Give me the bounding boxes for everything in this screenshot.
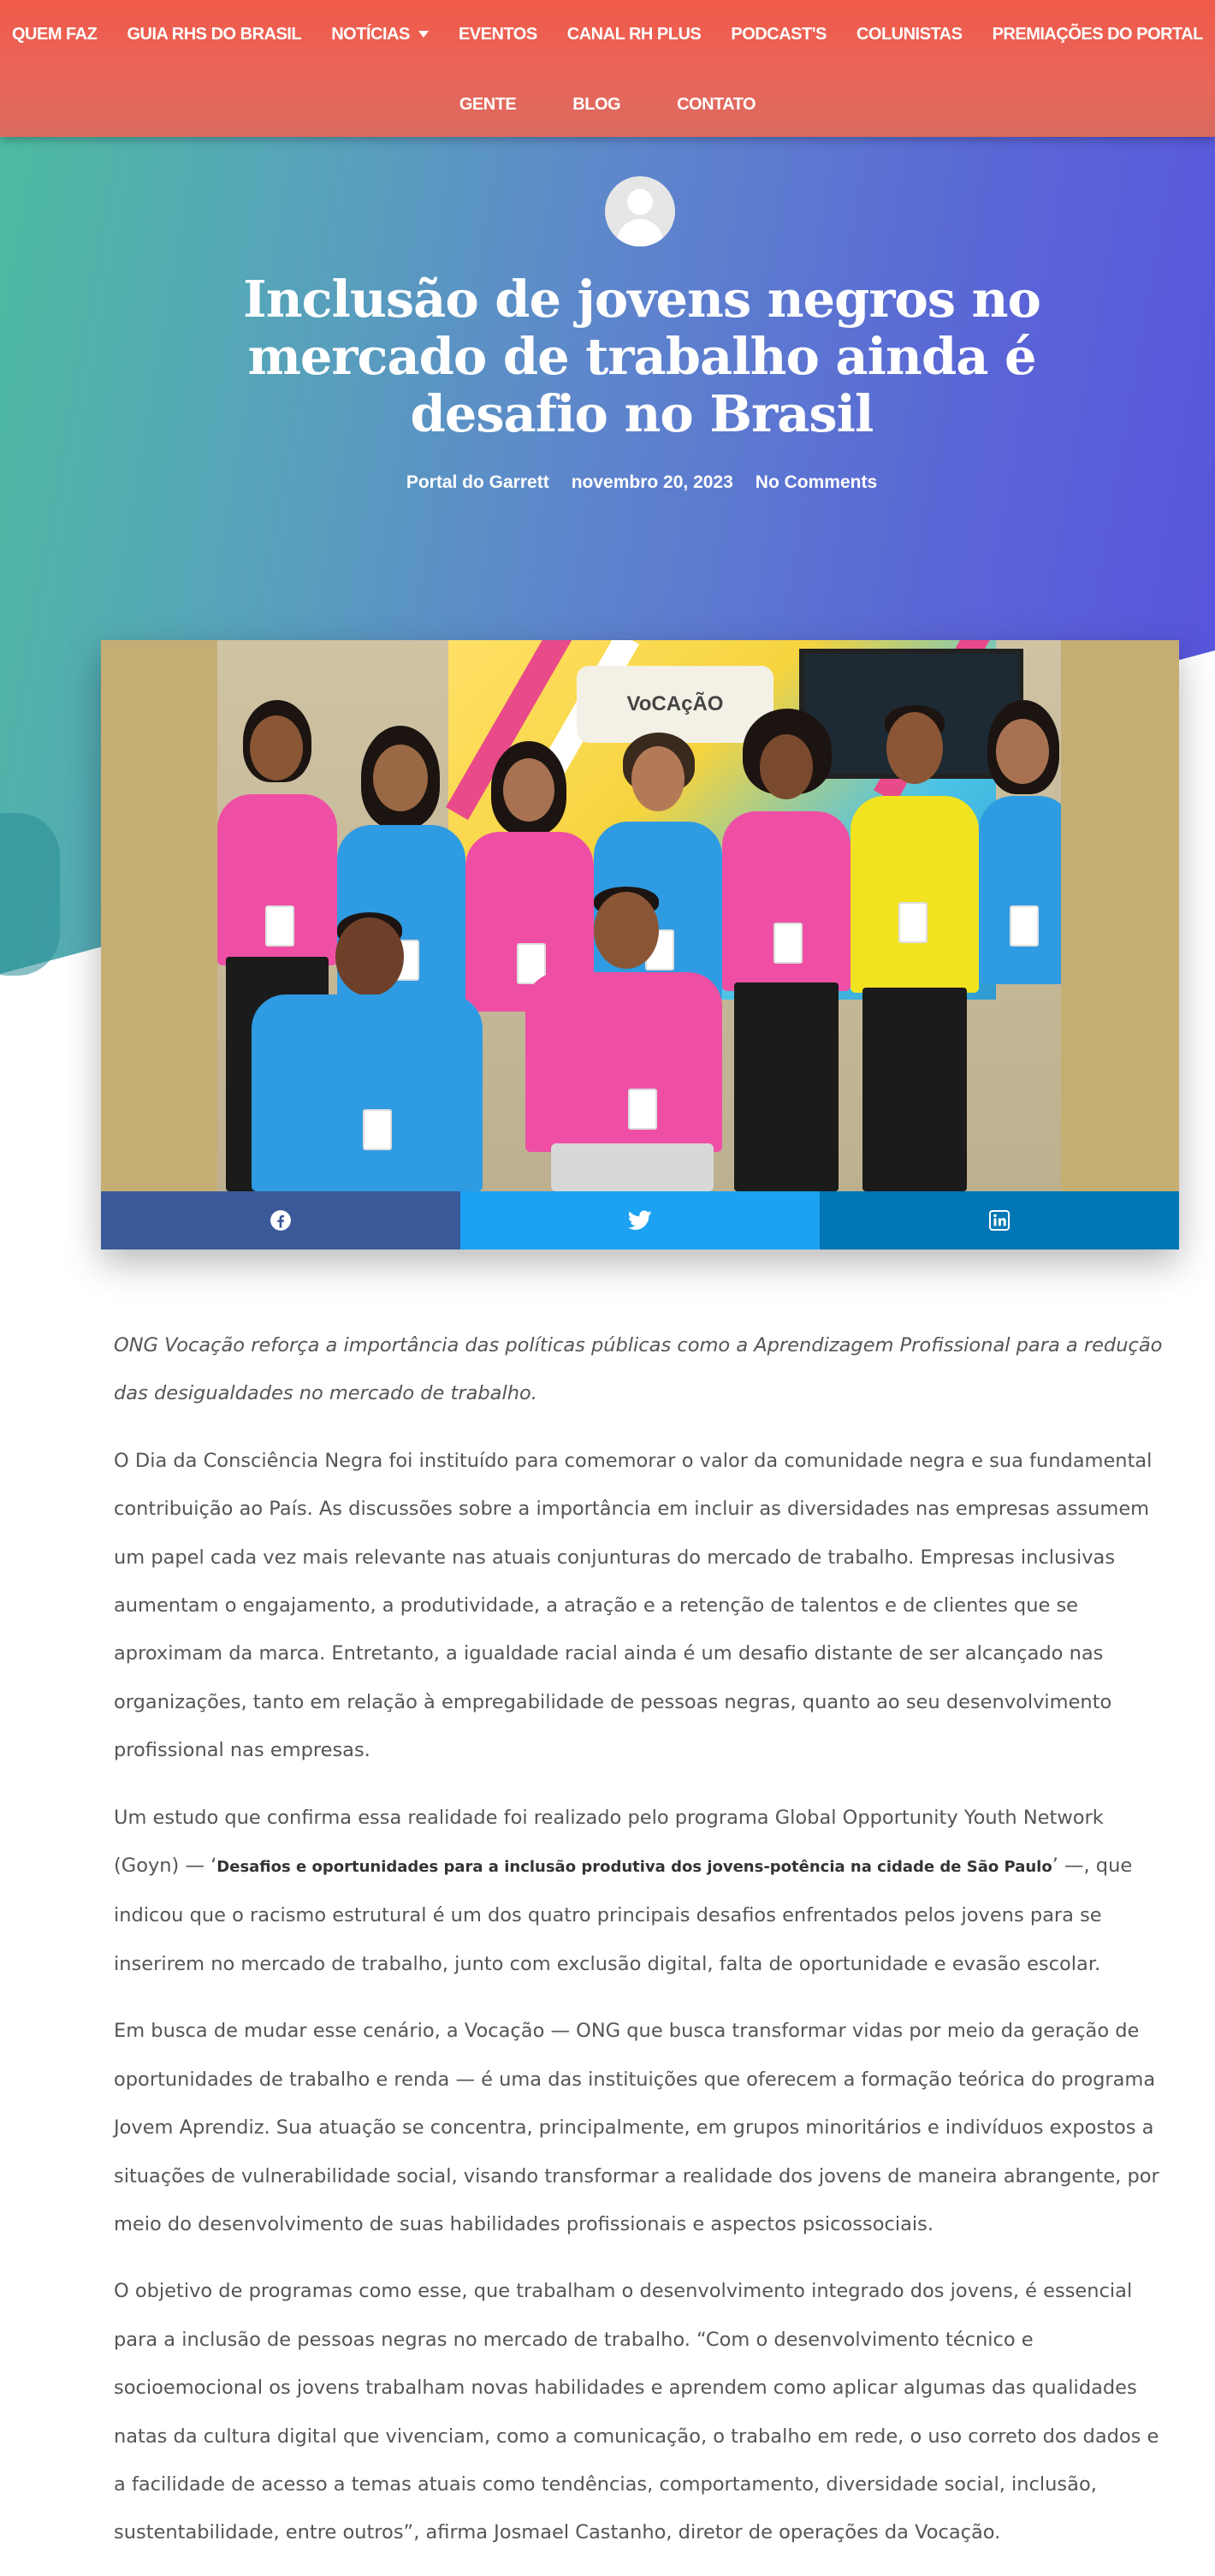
post-meta [0,472,1215,493]
article-paragraph: Em busca de mudar esse cenário, a Vocação — ONG que busca transformar vidas por meio da geração de oportunidades de trabalho e renda — é uma das instituições que oferecem a formação teórica do programa Jovem Aprendiz. Sua atuação se concentra, principalmente, em grupos minoritários e indivíduos expostos a situações de vulnerabilidade social, visando transformar a realidade dos jovens de maneira abrangente, por meio do desenvolvimento de suas habilidades profissionais e aspectos psicossociais. [114,2020,1159,2235]
post-author-link[interactable]: Portal do Garrett [406,472,549,492]
main-navigation [0,0,1215,137]
post-date: novembro 20, 2023 [571,472,733,492]
person-figure [979,700,1061,1191]
group-photo-scene [217,640,1061,1191]
nav-item-colunistas[interactable]: COLUNISTAS [856,24,963,44]
avatar-body-shape [617,219,663,246]
nav-item-blog[interactable]: BLOG [572,94,621,114]
decorative-shape [0,813,60,976]
nav-item-guia-rhs[interactable]: GUIA RHS DO BRASIL [127,24,302,44]
post-title: Inclusão de jovens negros no mercado de trabalho ainda é desafio no Brasil [243,270,1040,443]
study-title: Desafios e oportunidades para a inclusão produtiva dos jovens-potência na cidade de São Paulo [216,1858,1052,1877]
vocacao-logo-sign: VoCAçÃO [577,666,773,743]
share-twitter-button[interactable] [460,1191,820,1249]
nav-item-premiacoes[interactable]: PREMIAÇÕES DO PORTAL [992,24,1203,44]
person-figure [850,705,979,1191]
post-comments-link[interactable]: No Comments [755,472,878,492]
nav-item-quem-faz[interactable]: QUEM FAZ [12,24,98,44]
author-avatar[interactable] [605,176,675,246]
nav-item-podcasts[interactable]: PODCAST'S [731,24,827,44]
nav-row-secondary [0,86,1215,123]
nav-item-gente[interactable]: GENTE [459,94,517,114]
article-lead: ONG Vocação reforça a importância das políticas públicas como a Aprendizagem Profissional para a redução das desigualdades no mercado de trabalho. [114,1334,1163,1405]
article-body [114,1321,1175,2576]
nav-item-noticias[interactable] [323,25,437,45]
linkedin-icon [989,1210,1010,1231]
article-paragraph: O Dia da Consciência Negra foi instituído para comemorar o valor da comunidade negra e sua fundamental contribuição ao País. As discussões sobre a importância em incluir as diversidades nas empresas assumem um papel cada vez mais relevante nas atuais conjunturas do mercado de trabalho. Empresas inclusivas aumentam o engajamento, a produtividade, a atração e a retenção de talentos e de clientes que se aproximam da marca. Entretanto, a igualdade racial ainda é um desafio distante de ser alcançado nas organizações, tanto em relação à empregabilidade de pessoas negras, quanto ao seu desenvolvimento profissional nas empresas. [114,1449,1153,1762]
avatar-head-shape [627,189,653,215]
share-bar [101,1191,1179,1249]
nav-item-canal-rh-plus[interactable]: CANAL RH PLUS [566,24,702,44]
article-paragraph: O objetivo de programas como esse, que trabalham o desenvolvimento integrado dos jovens, é essencial para a inclusão de pessoas negras no mercado de trabalho. “Com o desenvolvimento técnico e socioemocional os jovens trabalham novas habilidades e aprendem como aplicar algumas das qualidades natas da cultura digital que vivenciam, como a comunicação, o trabalho em rede, o uso correto dos dados e a facilidade de acesso a temas atuais como tendências, comportamento, diversidade social, inclusão, sustentabilidade, entre outros”, afirma Josmael Castanho, diretor de operações da Vocação. [114,2280,1159,2544]
nav-row-primary [0,15,1215,53]
featured-photo [101,640,1179,1191]
nav-item-contato[interactable]: CONTATO [677,94,756,114]
nav-item-eventos[interactable]: EVENTOS [458,24,537,44]
article-text: ’ —, que indicou que o racismo estrutural é um dos quatro principais desafios enfrentados pelos jovens para se inserirem no mercado de trabalho, junto com exclusão digital, falta de oportunidade e evasão escolar. [114,1855,1133,1975]
chevron-down-icon [418,31,429,38]
facebook-icon [270,1209,292,1232]
nav-item-noticias-label: NOTÍCIAS [331,24,410,44]
featured-image-card [101,640,1179,1249]
twitter-icon [628,1210,652,1231]
person-figure [234,912,500,1191]
article-text: Um estudo que confirma essa realidade foi realizado pelo programa Global Opportunity Youth Network (Goyn) — ‘ [114,1806,1104,1878]
share-linkedin-button[interactable] [820,1191,1179,1249]
share-facebook-button[interactable] [101,1191,460,1249]
article-paragraph [114,1794,1175,1989]
person-figure [500,887,748,1191]
